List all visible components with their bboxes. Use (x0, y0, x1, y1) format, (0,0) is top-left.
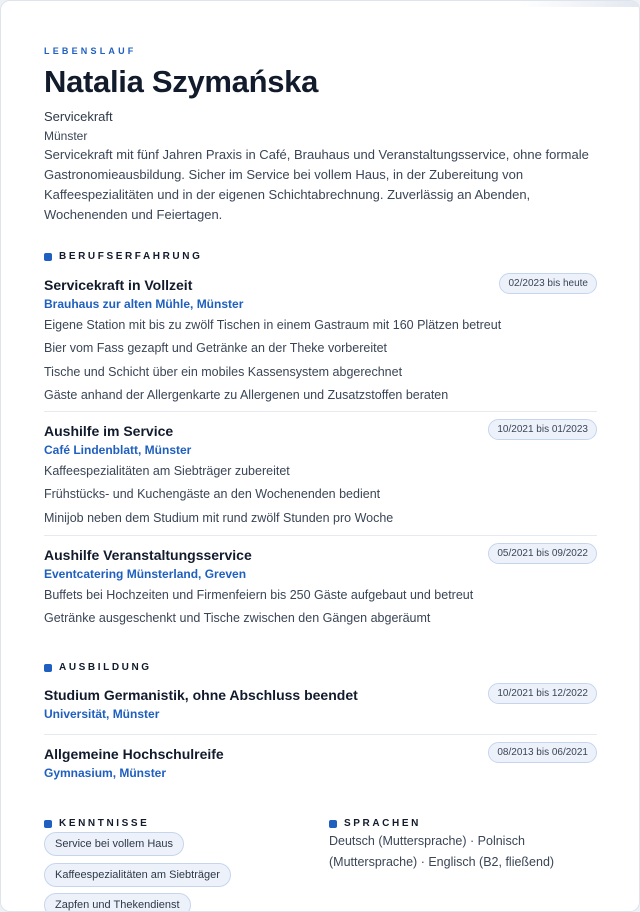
list-item: Gäste anhand der Allergenkarte zu Allergenen und Zusatzstoffen beraten (44, 387, 449, 402)
entry-bullet-list (44, 314, 501, 407)
list-item: Frühstücks- und Kuchengäste an den Wochenenden bedient (44, 487, 381, 502)
skill-chip: Service bei vollem Haus (44, 832, 184, 856)
list-item: Getränke ausgeschenkt und Tische zwischen den Gängen abgeräumt (44, 611, 431, 626)
section-heading-experience (44, 251, 202, 262)
section-heading-label: BERUFSERFAHRUNG (59, 251, 203, 262)
skill-chip: Zapfen und Thekendienst (44, 893, 191, 912)
corner-decoration (519, 1, 639, 7)
section-marker-icon (44, 820, 52, 828)
section-heading-education (44, 662, 152, 673)
job-role: Servicekraft (44, 109, 113, 124)
section-heading-label: KENNTNISSE (59, 818, 150, 829)
date-badge: 05/2021 bis 09/2022 (488, 543, 597, 564)
list-item: Buffets bei Hochzeiten und Firmenfeiern bis 250 Gäste aufgebaut und betreut (44, 588, 474, 602)
list-item: Eigene Station mit bis zu zwölf Tischen in einem Gastraum mit 160 Plätzen betreut (44, 318, 502, 332)
entry-bullet-list (44, 460, 393, 530)
entry-organization: Café Lindenblatt, Münster (44, 443, 192, 457)
list-item: Bier vom Fass gezapft und Getränke an der Theke vorbereitet (44, 341, 388, 356)
location: Münster (44, 129, 88, 143)
list-item: Kaffeespezialitäten am Siebträger zubereitet (44, 464, 290, 478)
entry-title: Aushilfe im Service (44, 423, 174, 439)
entry-title: Allgemeine Hochschulreife (44, 746, 224, 762)
section-heading-skills (44, 818, 149, 829)
section-marker-icon (44, 253, 52, 261)
languages-text: Deutsch (Muttersprache) · Polnisch (Muttersprache) · Englisch (B2, fließend) (329, 834, 555, 869)
entry-title: Aushilfe Veranstaltungsservice (44, 547, 252, 563)
section-marker-icon (44, 664, 52, 672)
divider (44, 535, 597, 536)
section-marker-icon (329, 820, 337, 828)
skill-chip: Kaffeespezialitäten am Siebträger (44, 863, 231, 887)
entry-organization: Gymnasium, Münster (44, 766, 167, 780)
person-name: Natalia Szymańska (44, 64, 319, 99)
entry-title: Studium Germanistik, ohne Abschluss beendet (44, 687, 358, 703)
entry-title: Servicekraft in Vollzeit (44, 277, 193, 293)
summary-text: Servicekraft mit fünf Jahren Praxis in Café, Brauhaus und Veranstaltungsservice, ohne formale Gastronomieausbildung. Sicher im Service bei vollem Haus, in der Zubereitung von Kaffeespezialitäten und in der eigenen Schichtabrechnung. Zuverlässig an Abenden, Wochenenden und Feiertagen. (44, 147, 589, 222)
date-badge: 10/2021 bis 01/2023 (488, 419, 597, 440)
entry-organization: Universität, Münster (44, 707, 160, 721)
entry-bullet-list (44, 584, 473, 631)
divider (44, 734, 597, 735)
divider (44, 411, 597, 412)
date-badge: 02/2023 bis heute (499, 273, 597, 294)
section-heading-languages (329, 818, 421, 829)
date-badge: 08/2013 bis 06/2021 (488, 742, 597, 763)
document-label: LEBENSLAUF (44, 46, 137, 56)
list-item: Minijob neben dem Studium mit rund zwölf Stunden pro Woche (44, 510, 394, 525)
list-item: Tische und Schicht über ein mobiles Kassensystem abgerechnet (44, 364, 403, 379)
entry-organization: Eventcatering Münsterland, Greven (44, 567, 247, 581)
section-heading-label: SPRACHEN (344, 818, 421, 829)
section-heading-label: AUSBILDUNG (59, 662, 152, 673)
entry-organization: Brauhaus zur alten Mühle, Münster (44, 297, 244, 311)
date-badge: 10/2021 bis 12/2022 (488, 683, 597, 704)
